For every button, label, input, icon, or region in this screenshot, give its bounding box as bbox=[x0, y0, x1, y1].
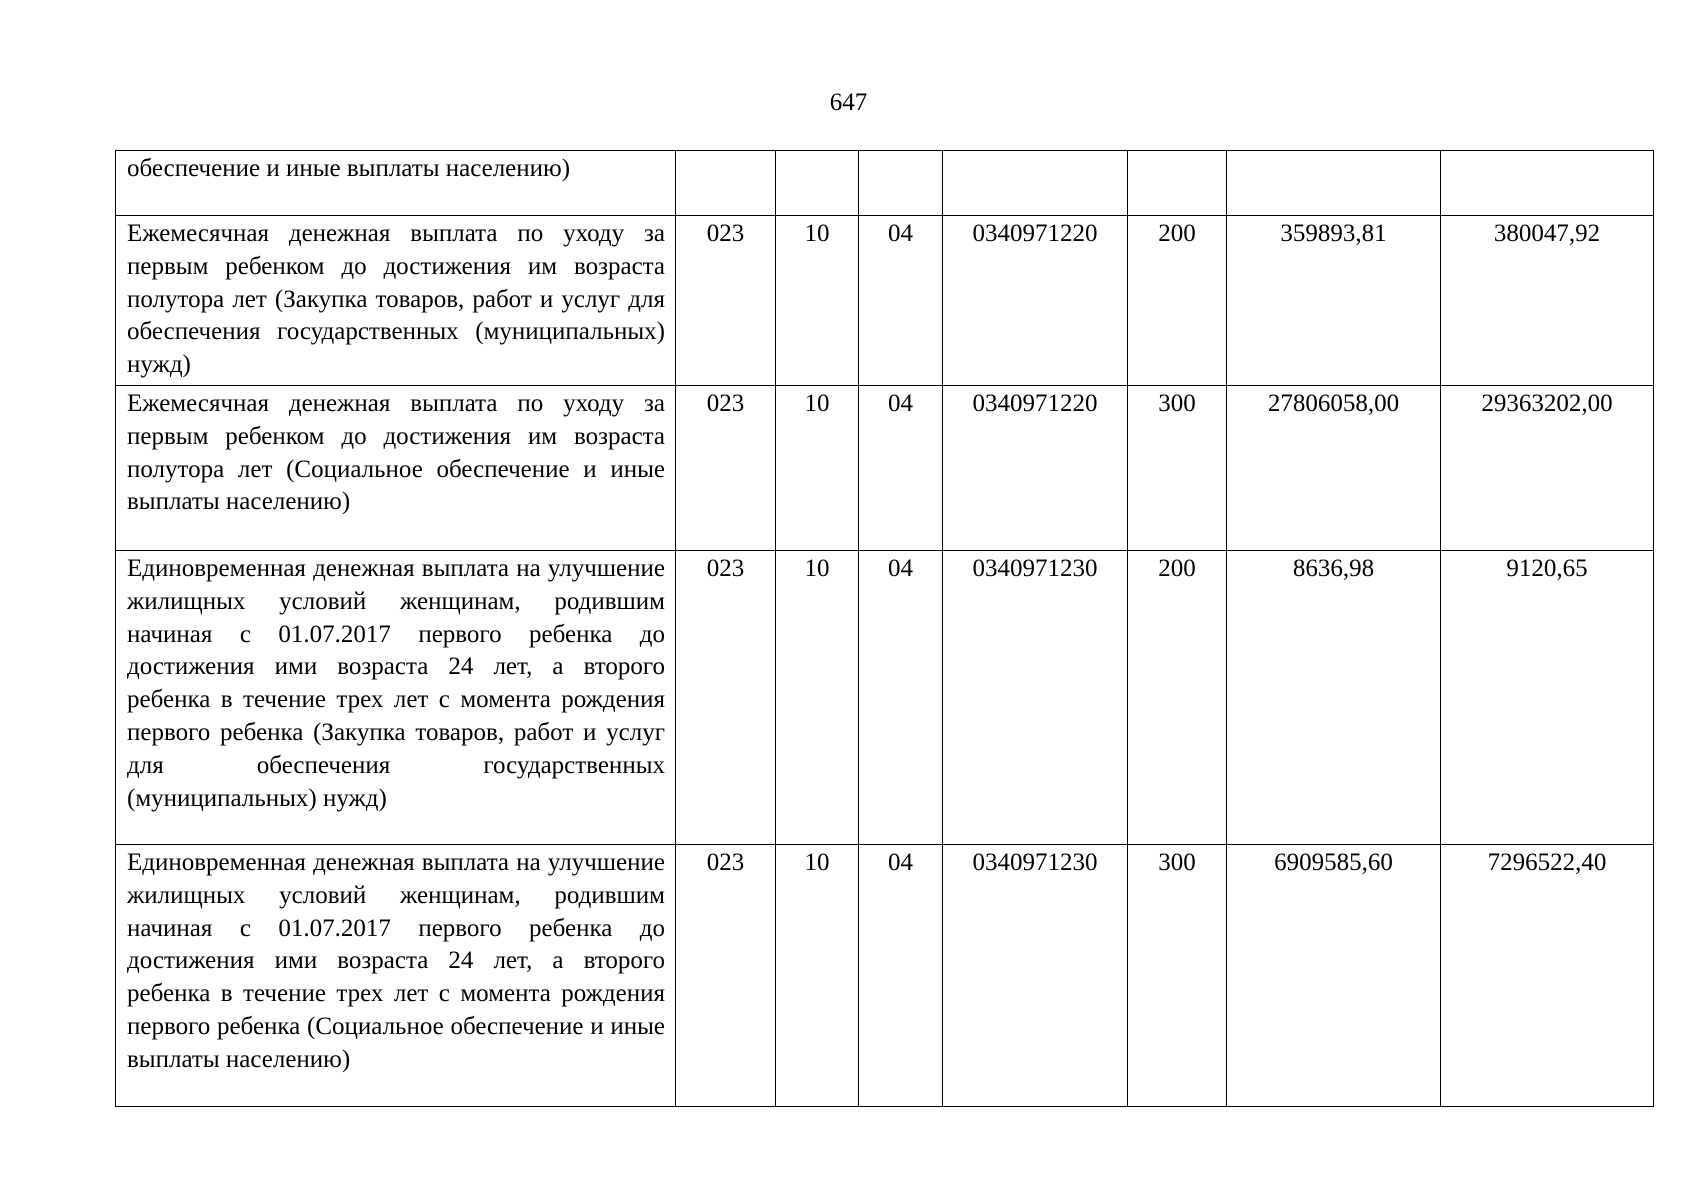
subsection-code-cell: 04 bbox=[859, 844, 943, 1106]
subsection-code-cell: 04 bbox=[859, 385, 943, 550]
target-article-cell bbox=[943, 151, 1128, 216]
amount-1-cell: 359893,81 bbox=[1227, 216, 1441, 386]
amount-2-cell: 380047,92 bbox=[1441, 216, 1654, 386]
description-cell: Единовременная денежная выплата на улучшение жилищных условий женщинам, родившим начиная с 01.07.2017 первого ребенка до достижения ими возраста 24 лет, а второго ребенка в течение трех лет с момента рождения первого ребенка (Закупка товаров, работ и услуг для обеспечения государственных (муниципальных) нужд) bbox=[116, 550, 676, 844]
table-row bbox=[116, 550, 1654, 844]
expense-type-cell: 200 bbox=[1128, 550, 1227, 844]
section-code-cell: 10 bbox=[776, 385, 859, 550]
amount-1-cell: 27806058,00 bbox=[1227, 385, 1441, 550]
amount-1-cell: 6909585,60 bbox=[1227, 844, 1441, 1106]
section-code-cell: 10 bbox=[776, 844, 859, 1106]
table-row bbox=[116, 385, 1654, 550]
expense-type-cell: 300 bbox=[1128, 844, 1227, 1106]
target-article-cell: 0340971230 bbox=[943, 844, 1128, 1106]
expense-type-cell: 300 bbox=[1128, 385, 1227, 550]
amount-2-cell: 29363202,00 bbox=[1441, 385, 1654, 550]
subsection-code-cell: 04 bbox=[859, 550, 943, 844]
amount-2-cell bbox=[1441, 151, 1654, 216]
subsection-code-cell bbox=[859, 151, 943, 216]
section-code-cell: 10 bbox=[776, 216, 859, 386]
subsection-code-cell: 04 bbox=[859, 216, 943, 386]
ministry-code-cell: 023 bbox=[676, 216, 776, 386]
description-cell: Ежемесячная денежная выплата по уходу за первым ребенком до достижения им возраста полутора лет (Закупка товаров, работ и услуг для обеспечения государственных (муниципальных) нужд) bbox=[116, 216, 676, 386]
target-article-cell: 0340971230 bbox=[943, 550, 1128, 844]
table-row bbox=[116, 216, 1654, 386]
description-cell: Единовременная денежная выплата на улучшение жилищных условий женщинам, родившим начиная с 01.07.2017 первого ребенка до достижения ими возраста 24 лет, а второго ребенка в течение трех лет с момента рождения первого ребенка (Социальное обеспечение и иные выплаты населению) bbox=[116, 844, 676, 1106]
amount-1-cell bbox=[1227, 151, 1441, 216]
section-code-cell: 10 bbox=[776, 550, 859, 844]
expense-type-cell: 200 bbox=[1128, 216, 1227, 386]
ministry-code-cell bbox=[676, 151, 776, 216]
table-row bbox=[116, 844, 1654, 1106]
target-article-cell: 0340971220 bbox=[943, 385, 1128, 550]
amount-2-cell: 7296522,40 bbox=[1441, 844, 1654, 1106]
budget-table bbox=[115, 150, 1654, 1107]
ministry-code-cell: 023 bbox=[676, 385, 776, 550]
section-code-cell bbox=[776, 151, 859, 216]
description-cell: обеспечение и иные выплаты населению) bbox=[116, 151, 676, 216]
amount-2-cell: 9120,65 bbox=[1441, 550, 1654, 844]
target-article-cell: 0340971220 bbox=[943, 216, 1128, 386]
expense-type-cell bbox=[1128, 151, 1227, 216]
page-number: 647 bbox=[829, 89, 868, 116]
table-row bbox=[116, 151, 1654, 216]
ministry-code-cell: 023 bbox=[676, 844, 776, 1106]
amount-1-cell: 8636,98 bbox=[1227, 550, 1441, 844]
description-cell: Ежемесячная денежная выплата по уходу за первым ребенком до достижения им возраста полутора лет (Социальное обеспечение и иные выплаты населению) bbox=[116, 385, 676, 550]
ministry-code-cell: 023 bbox=[676, 550, 776, 844]
